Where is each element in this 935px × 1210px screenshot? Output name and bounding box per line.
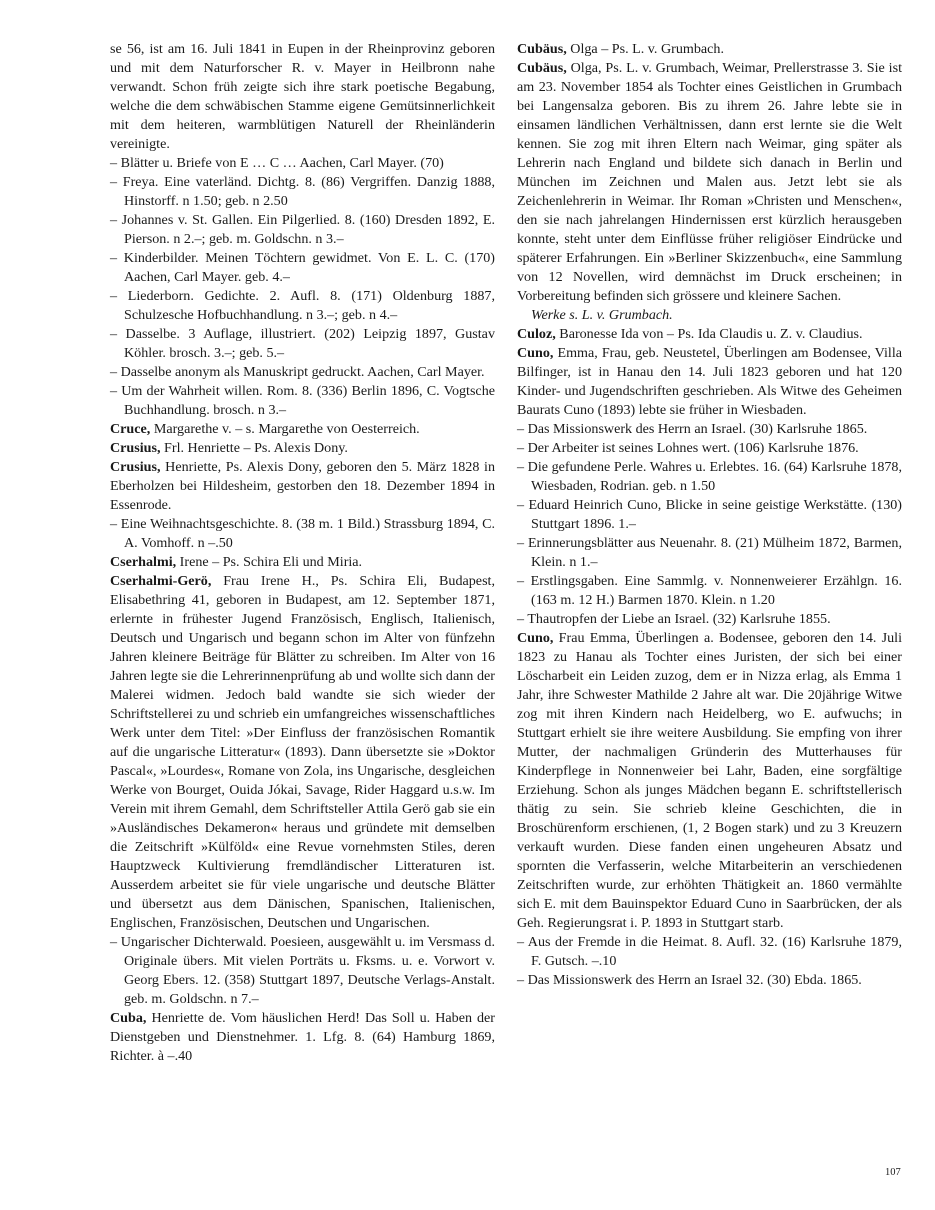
work-item: – Aus der Fremde in die Heimat. 8. Aufl. 32. (16) Karlsruhe 1879, F. Gutsch. –.10	[517, 934, 902, 969]
entry-text: Margarethe v. – s. Margarethe von Oesterreich.	[150, 421, 420, 437]
entry-cuno-1	[517, 344, 902, 420]
work-item: – Ungarischer Dichterwald. Poesieen, ausgewählt u. im Versmass d. Originale übers. Mit vielen Porträts u. Fksms. u. e. Vorwort v. Georg Ebers. 12. (358) Stuttgart 1897, Deutsche Verlags-Anstalt. geb. m. Goldschn. n 7.–	[110, 934, 495, 1007]
work-item: – Der Arbeiter ist seines Lohnes wert. (106) Karlsruhe 1876.	[517, 440, 859, 456]
entry-text: Frau Emma, Überlingen a. Bodensee, geboren den 14. Juli 1823 zu Hanau als Tochter eines Juristen, der sich bei einer Löscharbeit ein Leiden zuzog, dem er in Nizza erlag, als Emma 1 Jahr, ihre Schwester Mathilde 2 Jahre alt war. Die 20jährige Witwe zog mit ihren Kindern nach Heidelberg, wo E. aufwuchs; in Stuttgart erhielt sie ihre weitere Ausbildung. Sie empfing von ihrer Mutter, der nachmaligen Gründerin des Mutterhauses für Kinderpflege in Nonnenweier bei Lahr, Baden, eine sorgfältige Erziehung. Schon als junges Mädchen begann E. schriftstellerisch thätig zu sein. Sie schrieb kleine Geschichten, die in Broschürenform erschienen, (1, 2 Bogen stark) und zu 3 Kreuzern verkauft wurden. Diese fanden einen ungeheuren Absatz und spornten die Verfasserin, welche Mitarbeiterin an verschiedenen Zeitschriften wurde, zur erhöhten Thätigkeit an. 1860 vermählte sich E. mit dem Bauinspektor Eduard Cuno in Saarbrücken, der als Geh. Regierungsrat i. P. 1893 in Stuttgart starb.	[517, 630, 902, 931]
entry-headword: Cubäus,	[517, 41, 567, 57]
entry-headword: Cserhalmi,	[110, 554, 177, 570]
entry-cserhalmi-gero	[110, 572, 495, 933]
entry-cuba	[110, 1009, 495, 1066]
work-item: – Blätter u. Briefe von E … C … Aachen, Carl Mayer. (70)	[110, 155, 444, 171]
entry-culoz	[517, 325, 902, 344]
work-item: – Eduard Heinrich Cuno, Blicke in seine geistige Werkstätte. (130) Stuttgart 1896. 1.–	[517, 497, 902, 532]
entry-cubaeus-2	[517, 59, 902, 306]
entry-headword: Cruce,	[110, 421, 151, 437]
work-item: – Kinderbilder. Meinen Töchtern gewidmet. Von E. L. C. (170) Aachen, Carl Mayer. geb. 4.–	[110, 250, 495, 285]
entry-continuation: se 56, ist am 16. Juli 1841 in Eupen in der Rheinprovinz geboren und mit dem Naturforscher R. v. Mayer in Heilbronn nahe verwandt. Schon früh zeigte sich ihre stark poetische Begabung, welche die dem schwäbischen Stamme eigene Gemütsinnerlichkeit mit dem heiteren, warmblütigen Naturell der Rheinländerin vereinigte.	[110, 41, 495, 152]
work-item: – Das Missionswerk des Herrn an Israel. (30) Karlsruhe 1865.	[517, 421, 868, 437]
entry-text: Henriette, Ps. Alexis Dony, geboren den 5. März 1828 in Eberholzen bei Hildesheim, gestorben den 18. Dezember 1894 in Essenrode.	[110, 459, 495, 513]
work-item: – Johannes v. St. Gallen. Ein Pilgerlied. 8. (160) Dresden 1892, E. Pierson. n 2.–; geb. m. Goldschn. n 3.–	[110, 212, 495, 247]
entry-text: Olga – Ps. L. v. Grumbach.	[566, 41, 724, 57]
work-item: – Liederborn. Gedichte. 2. Aufl. 8. (171) Oldenburg 1887, Schulzesche Hofbuchhandlung. n 3.–; geb. n 4.–	[110, 288, 495, 323]
work-item: – Eine Weihnachtsgeschichte. 8. (38 m. 1 Bild.) Strassburg 1894, C. A. Vomhoff. n –.50	[110, 516, 495, 551]
work-item: – Dasselbe anonym als Manuskript gedruckt. Aachen, Carl Mayer.	[110, 364, 485, 380]
work-item: – Das Missionswerk des Herrn an Israel 32. (30) Ebda. 1865.	[517, 972, 862, 988]
entry-headword: Cuba,	[110, 1010, 147, 1026]
entry-headword: Crusius,	[110, 440, 161, 456]
entry-text: Baronesse Ida von – Ps. Ida Claudis u. Z. v. Claudius.	[555, 326, 863, 342]
entry-text: Henriette de. Vom häuslichen Herd! Das Soll u. Haben der Dienstgeben und Dienstnehmer. 1. Lfg. 8. (64) Hamburg 1869, Richter. à –.40	[110, 1010, 495, 1064]
entry-cubaeus-1	[517, 40, 902, 59]
work-item: – Die gefundene Perle. Wahres u. Erlebtes. 16. (64) Karlsruhe 1878, Wiesbaden, Rodrian. geb. n 1.50	[517, 459, 902, 494]
left-column	[110, 40, 495, 1066]
work-item: – Dasselbe. 3 Auflage, illustriert. (202) Leipzig 1897, Gustav Köhler. brosch. 3.–; geb. 5.–	[110, 326, 495, 361]
entry-headword: Cserhalmi-Gerö,	[110, 573, 212, 589]
work-item: – Um der Wahrheit willen. Rom. 8. (336) Berlin 1896, C. Vogtsche Buchhandlung. brosch. n 3.–	[110, 383, 495, 418]
entry-cuno-2	[517, 629, 902, 933]
entry-headword: Cuno,	[517, 345, 554, 361]
entry-text: Irene – Ps. Schira Eli und Miria.	[176, 554, 363, 570]
entry-cserhalmi	[110, 553, 495, 572]
work-item: – Thautropfen der Liebe an Israel. (32) Karlsruhe 1855.	[517, 611, 831, 627]
work-item: – Erstlingsgaben. Eine Sammlg. v. Nonnenweierer Erzählgn. 16. (163 m. 12 H.) Barmen 1870. Klein. n 1.20	[517, 573, 902, 608]
entry-cruce	[110, 420, 495, 439]
entry-text: Frl. Henriette – Ps. Alexis Dony.	[160, 440, 348, 456]
entry-text: Frau Irene H., Ps. Schira Eli, Budapest, Elisabethring 41, geboren in Budapest, am 12. September 1871, erlernte in frühester Jugend Französisch, Englisch, Italienisch, Deutsch und Ungarisch und begann schon im Alter von fünfzehn Jahren kleinere Beiträge für Blätter zu schreiben. Im Alter von 16 Jahren legte sie die Lehrerinnenprüfung ab und wollte sich dann der Malerei widmen. Jedoch bald wandte sie sich wieder der Schriftstellerei zu und schrieb ein umfangreiches wissenschaftliches Werk unter dem Titel: »Der Einfluss der französischen Romantik auf die ungarische Litteratur« (1893). Dann übersetzte sie »Doktor Pascal«, »Lourdes«, Romane von Zola, ins Ungarische, desgleichen Werke von Bourget, Ouida Jókai, Savage, Rider Haggard u.s.w. Im Verein mit ihrem Gemahl, dem Schriftsteller Attila Gerö gab sie ein »Ausländisches Dekameron« heraus und gründete mit demselben die Zeitschrift »Külföld« eine Revue vornehmsten Stiles, deren Hauptzweck Kultivierung fremdländischer Litteraturen ist. Ausserdem arbeitet sie für viele ungarische und deutsche Blätter und übersetzt aus dem Dänischen, Spanischen, Italienischen, Englischen, Französischen, Deutschen und Ungarischen.	[110, 573, 495, 931]
right-column	[517, 40, 902, 990]
entry-crusius-2	[110, 458, 495, 515]
work-item: – Erinnerungsblätter aus Neuenahr. 8. (21) Mülheim 1872, Barmen, Klein. n 1.–	[517, 535, 902, 570]
entry-crusius-1	[110, 439, 495, 458]
entry-text: Olga, Ps. L. v. Grumbach, Weimar, Prellerstrasse 3. Sie ist am 23. November 1854 als Tochter eines Geistlichen in Grumbach bei Langensalza geboren. Bis zu ihrem 26. Jahre lebte sie in einsamen ländlichen Verhältnissen, dann erst lernte sie die Welt kennen. Sie zog mit ihren Eltern nach Weimar, ging später als Lehrerin nach England und bildete sich danach in Berlin und München im Zeichnen und Malen aus. Jetzt lebt sie als Zeichenlehrerin in Weimar. Ihr Roman »Christen und Menschen«, den sie nach jahrelangen Hindernissen erst kürzlich herausgeben konnte, steht unter dem Einflüsse früher religiöser Eindrücke und späterer Erfahrungen. Ein »Berliner Skizzenbuch«, eine Sammlung von 12 Novellen, wird demnächst im Druck erscheinen; in Vorbereitung befinden sich grössere und kleinere Sachen.	[517, 60, 902, 304]
page-number: 107	[885, 1167, 901, 1178]
entry-headword: Cuno,	[517, 630, 554, 646]
entry-headword: Crusius,	[110, 459, 161, 475]
entry-headword: Culoz,	[517, 326, 556, 342]
entry-headword: Cubäus,	[517, 60, 567, 76]
entry-text: Emma, Frau, geb. Neustetel, Überlingen am Bodensee, Villa Bilfinger, ist in Hanau den 14. Juli 1823 geboren und hat 120 Kinder- und Jugendschriften geschrieben. Als Witwe des Geheimen Baurats Cuno (1893) lebte sie früher in Wiesbaden.	[517, 345, 902, 418]
works-reference: Werke s. L. v. Grumbach.	[531, 307, 673, 323]
work-item: – Freya. Eine vaterländ. Dichtg. 8. (86) Vergriffen. Danzig 1888, Hinstorff. n 1.50; geb. n 2.50	[110, 174, 495, 209]
